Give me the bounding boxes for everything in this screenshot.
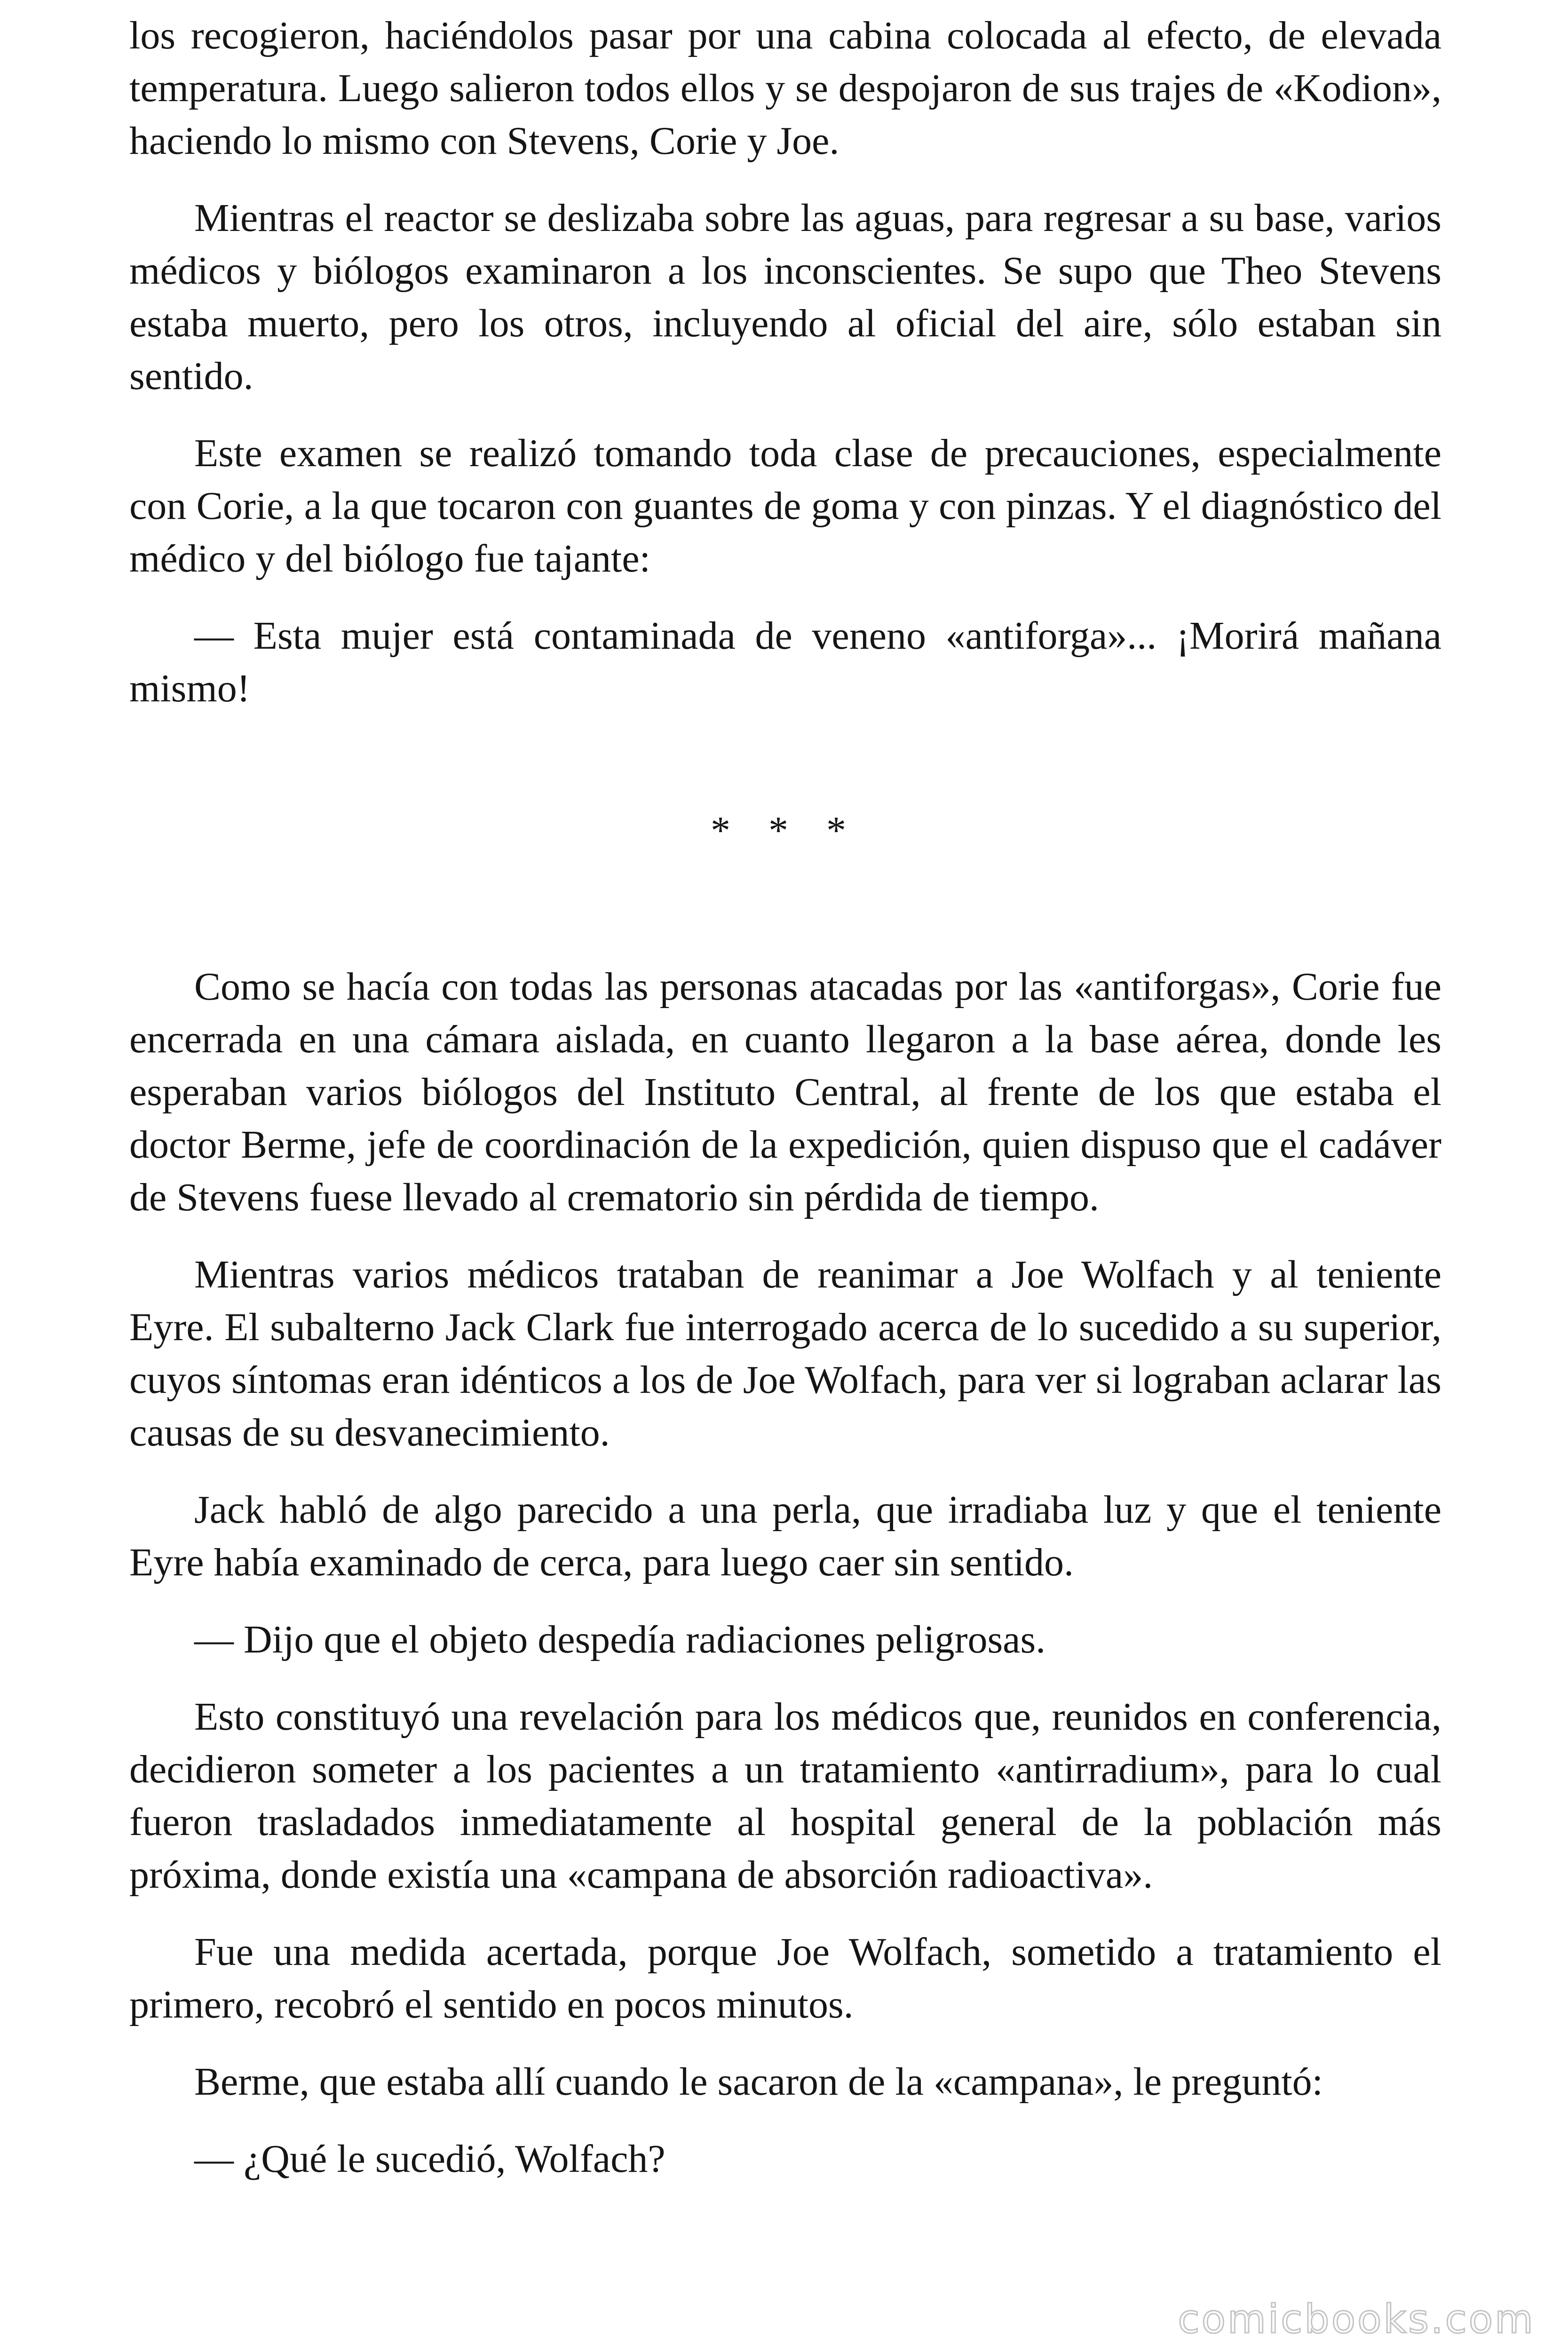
paragraph: los recogieron, haciéndolos pasar por una cabina colocada al efecto, de elevada temperatura. Luego salieron todos ellos y se despojaron de sus trajes de «Kodion», haciendo lo mismo con Stevens, Corie y Joe. — [129, 14, 1441, 163]
paragraph: Fue una medida acertada, porque Joe Wolfach, sometido a tratamiento el primero, recobró el sentido en pocos minutos. — [129, 1930, 1441, 2026]
paragraph: Como se hacía con todas las personas atacadas por las «antiforgas», Corie fue encerrada en una cámara aislada, en cuanto llegaron a la base aérea, donde les esperaban varios biólogos del Instituto Central, al frente de los que estaba el doctor Berme, jefe de coordinación de la expedición, quien dispuso que el cadáver de Stevens fuese llevado al crematorio sin pérdida de tiempo. — [129, 965, 1441, 1219]
book-page — [129, 9, 1441, 2210]
paragraph: Mientras varios médicos trataban de reanimar a Joe Wolfach y al teniente Eyre. El subalterno Jack Clark fue interrogado acerca de lo sucedido a su superior, cuyos síntomas eran idénticos a los de Joe Wolfach, para ver si lograban aclarar las causas de su desvanecimiento. — [129, 1253, 1441, 1454]
paragraph: Mientras el reactor se deslizaba sobre las aguas, para regresar a su base, varios médicos y biólogos examinaron a los inconscientes. Se supo que Theo Stevens estaba muerto, pero los otros, incluyendo al oficial del aire, sólo estaban sin sentido. — [129, 196, 1441, 398]
dialogue-paragraph: — Dijo que el objeto despedía radiaciones peligrosas. — [194, 1618, 1046, 1661]
section-separator: * * * — [711, 809, 860, 852]
watermark: comicbooks.com — [1178, 2296, 1535, 2342]
paragraph: Este examen se realizó tomando toda clase de precauciones, especialmente con Corie, a la que tocaron con guantes de goma y con pinzas. Y el diagnóstico del médico y del biólogo fue tajante: — [129, 431, 1441, 580]
dialogue-paragraph: — ¿Qué le sucedió, Wolfach? — [194, 2137, 665, 2181]
paragraph: Jack habló de algo parecido a una perla, que irradiaba luz y que el teniente Eyre había examinado de cerca, para luego caer sin sentido. — [129, 1488, 1441, 1584]
paragraph: Berme, que estaba allí cuando le sacaron de la «campana», le preguntó: — [194, 2060, 1323, 2104]
dialogue-paragraph: — Esta mujer está contaminada de veneno «antiforga»... ¡Morirá mañana mismo! — [129, 614, 1441, 710]
paragraph: Esto constituyó una revelación para los médicos que, reunidos en conferencia, decidieron someter a los pacientes a un tratamiento «antirradium», para lo cual fueron trasladados inmediatamente al hospital general de la población más próxima, donde existía una «campana de absorción radioactiva». — [129, 1695, 1441, 1897]
